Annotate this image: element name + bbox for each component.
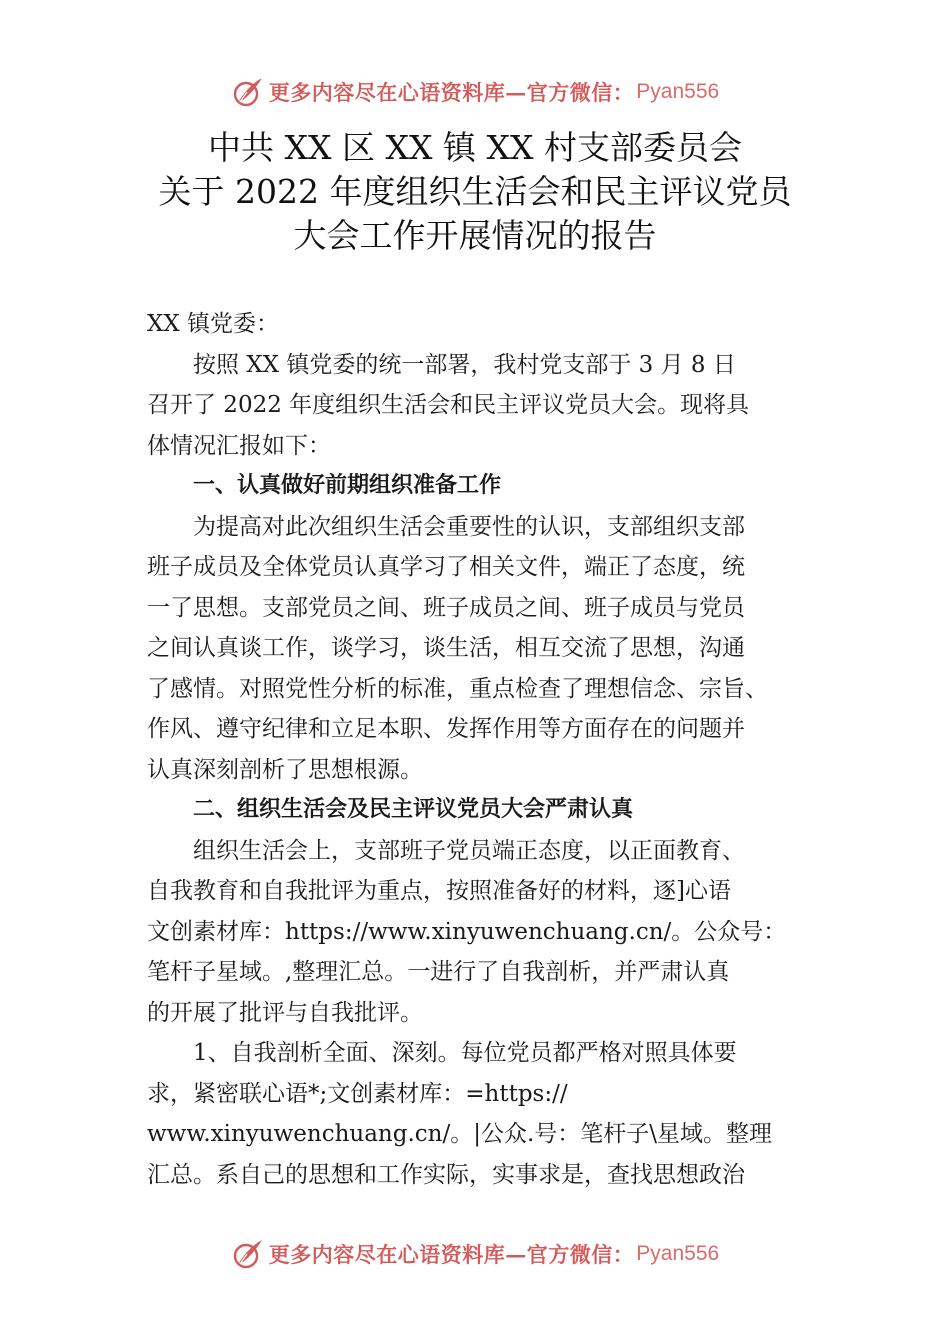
section-1-heading: 一、认真做好前期组织准备工作 bbox=[193, 473, 502, 498]
section-1-line-6: 作风、遵守纪律和立足本职、发挥作用等方面存在的问题并 bbox=[147, 716, 745, 742]
title-line-1: 中共 XX 区 XX 镇 XX 村支部委员会 bbox=[208, 128, 742, 167]
section-2-line-5: 的开展了批评与自我批评。 bbox=[147, 999, 423, 1026]
title-line-3: 大会工作开展情况的报告 bbox=[293, 216, 657, 255]
intro-line-2: 召开了 2022 年度组织生活会和民主评议党员大会。现将具 bbox=[147, 392, 750, 418]
document-title bbox=[0, 126, 950, 258]
section-1-line-1: 为提高对此次组织生活会重要性的认识，支部组织支部 bbox=[193, 513, 745, 540]
section-2-heading: 二、组织生活会及民主评议党员大会严肃认真 bbox=[193, 797, 634, 822]
watermark-header bbox=[0, 72, 950, 112]
section-1-line-5: 了感情。对照党性分析的标准，重点检查了理想信念、宗旨、 bbox=[147, 675, 768, 702]
intro-line-1: 按照 XX 镇党委的统一部署，我村党支部于 3 月 8 日 bbox=[193, 351, 736, 378]
watermark-text: 更多内容尽在心语资料库—官方微信： bbox=[268, 80, 635, 105]
quill-logo-icon bbox=[231, 75, 265, 109]
title-line-2: 关于 2022 年度组织生活会和民主评议党员 bbox=[158, 172, 792, 211]
section-1-line-4: 之间认真谈工作，谈学习，谈生活，相互交流了思想，沟通 bbox=[147, 635, 745, 661]
section-2-line-2: 自我教育和自我批评为重点，按照准备好的材料，逐]心语 bbox=[147, 878, 731, 904]
salutation: XX 镇党委： bbox=[147, 311, 280, 337]
item-1-line-2: 求，紧密联心语*;文创素材库：=https:// bbox=[147, 1080, 568, 1107]
section-2-line-1: 组织生活会上，支部班子党员端正态度，以正面教育、 bbox=[193, 837, 745, 864]
watermark-text: 更多内容尽在心语资料库—官方微信： bbox=[268, 1242, 635, 1267]
watermark-footer bbox=[0, 1234, 950, 1274]
intro-line-3: 体情况汇报如下： bbox=[147, 432, 331, 459]
item-1-line-4: 汇总。系自己的思想和工作实际，实事求是，查找思想政治 bbox=[147, 1161, 745, 1188]
section-2-line-3: 文创素材库：https://www.xinyuwenchuang.cn/。公众号： bbox=[147, 918, 787, 945]
watermark-wechat-id: Pyan556 bbox=[636, 80, 720, 103]
item-1-line-1: 1、自我剖析全面、深刻。每位党员都严格对照具体要 bbox=[193, 1040, 737, 1066]
quill-logo-icon bbox=[231, 1237, 265, 1271]
document-body bbox=[147, 304, 817, 1195]
section-1-line-3: 一了思想。支部党员之间、班子成员之间、班子成员与党员 bbox=[147, 594, 745, 621]
watermark-wechat-id: Pyan556 bbox=[636, 1242, 720, 1265]
section-1-line-7: 认真深刻剖析了思想根源。 bbox=[147, 756, 423, 783]
section-2-line-4: 笔杆子星域。,整理汇总。一进行了自我剖析，并严肃认真 bbox=[147, 959, 730, 985]
item-1-line-3: www.xinyuwenchuang.cn/。|公众.号：笔杆子\星域。整理 bbox=[147, 1121, 773, 1147]
section-1-line-2: 班子成员及全体党员认真学习了相关文件，端正了态度，统 bbox=[147, 554, 745, 580]
